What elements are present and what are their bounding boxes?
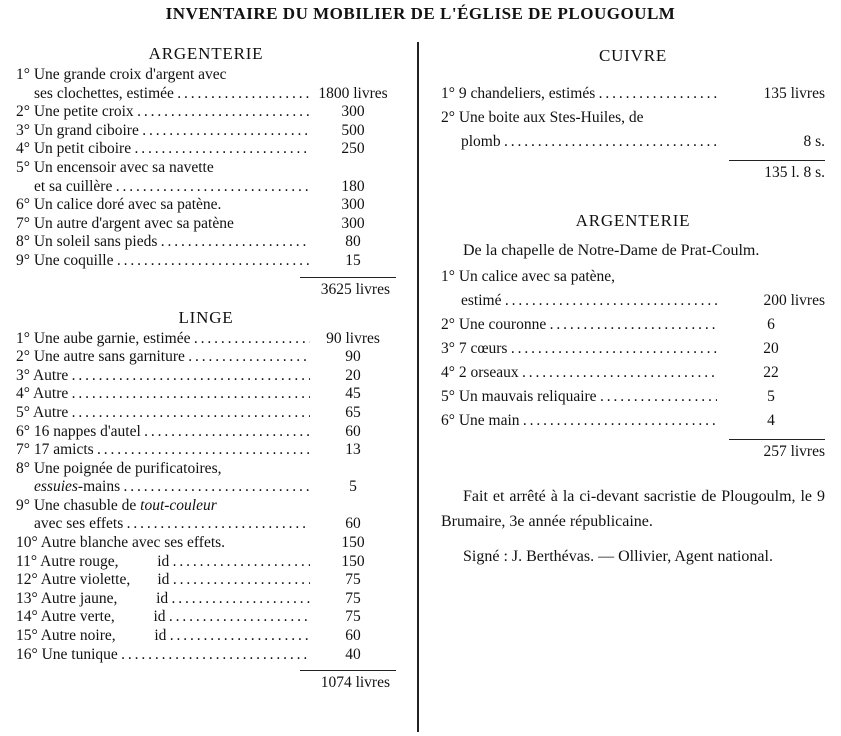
list-item: 8° Un soleil sans pieds . . . 80: [16, 233, 396, 252]
right-column: [441, 44, 825, 569]
cuivre-list: [441, 82, 825, 154]
list-item: et sa cuillère . . . 180: [16, 178, 396, 197]
list-item: 11° Autre rouge, id . . . 150: [16, 553, 396, 572]
list-item: 12° Autre violette, id . . . 75: [16, 571, 396, 590]
list-item: 8° Une poignée de purificatoires,: [16, 459, 222, 477]
argenterie-list: [16, 66, 396, 271]
list-item: 5° Autre . . . 65: [16, 404, 396, 423]
list-item: essuies-mains . . . 5: [16, 478, 396, 497]
list-item: 2° Une petite croix . . . 300: [16, 103, 396, 122]
column-divider: [417, 42, 419, 732]
list-item: 1° 9 chandeliers, estimés . . . 135 livres: [441, 82, 825, 106]
list-item: ses clochettes, estimée . . . 1800 livres: [16, 85, 396, 104]
section-total: 257 livres: [763, 443, 825, 460]
section-heading-cuivre: CUIVRE: [598, 46, 668, 65]
list-item: 1° Un calice avec sa patène,: [441, 268, 616, 285]
list-item: 5° Un mauvais reliquaire . . . 5: [441, 385, 825, 409]
total-rule: [300, 277, 396, 278]
section-heading-argenterie: ARGENTERIE: [148, 44, 264, 63]
section-heading-argenterie-chapelle: ARGENTERIE: [575, 211, 691, 230]
page-title: INVENTAIRE DU MOBILIER DE L'ÉGLISE DE PLOUGOULM: [165, 4, 676, 23]
list-item: 3° Autre . . . 20: [16, 367, 396, 386]
list-item: 5° Un encensoir avec sa navette: [16, 158, 214, 176]
list-item: 6° 16 nappes d'autel . . . 60: [16, 423, 396, 442]
list-item: 2° Une autre sans garniture . . . 90: [16, 348, 396, 367]
section-total: 3625 livres: [320, 280, 390, 298]
list-item: 9° Une chasuble de tout-couleur: [16, 496, 217, 514]
list-item: 4° 2 orseaux . . . 22: [441, 361, 825, 385]
section-total: 135 l. 8 s.: [764, 164, 825, 181]
closing-paragraph: Fait et arrêté à la ci-devant sacristie de Plougoulm, le 9 Brumaire, 3e année républicaine.: [441, 488, 825, 530]
list-item: 7° 17 amicts . . . 13: [16, 441, 396, 460]
list-item: 3° Un grand ciboire . . . 500: [16, 122, 396, 141]
list-item: estimé . . . 200 livres: [441, 289, 825, 313]
list-item: 16° Une tunique . . . 40: [16, 646, 396, 665]
list-item: 14° Autre verte, id . . . 75: [16, 608, 396, 627]
section-heading-linge: LINGE: [178, 307, 234, 327]
left-column: [16, 42, 396, 693]
list-item: 4° Autre . . . 45: [16, 385, 396, 404]
total-rule: [729, 160, 825, 161]
list-item: 3° 7 cœurs . . . 20: [441, 337, 825, 361]
linge-list: [16, 330, 396, 665]
list-item: 7° Un autre d'argent avec sa patène 300: [16, 214, 365, 232]
total-rule: [729, 439, 825, 440]
list-item: 1° Une aube garnie, estimée . . . 90 livres: [16, 330, 396, 349]
list-item: 9° Une coquille . . . 15: [16, 252, 396, 271]
list-item: 4° Un petit ciboire . . . 250: [16, 140, 396, 159]
total-rule: [300, 670, 396, 671]
list-item: 6° Un calice doré avec sa patène. 300: [16, 196, 365, 214]
list-item: 6° Une main . . . 4: [441, 409, 825, 433]
list-item: 1° Une grande croix d'argent avec: [16, 66, 227, 83]
chapelle-list: [441, 265, 825, 433]
list-item: 15° Autre noire, id . . . 60: [16, 627, 396, 646]
list-item: 2° Une couronne . . . 6: [441, 313, 825, 337]
section-total: 1074 livres: [320, 674, 390, 692]
list-item: plomb . . . 8 s.: [441, 130, 825, 154]
list-item: avec ses effets . . . 60: [16, 515, 396, 534]
list-item: 13° Autre jaune, id . . . 75: [16, 590, 396, 609]
chapel-intro: De la chapelle de Notre-Dame de Prat-Coulm.: [463, 242, 760, 259]
signature-paragraph: Signé : J. Berthévas. — Ollivier, Agent national.: [463, 548, 773, 565]
list-item: 2° Une boite aux Stes-Huiles, de: [441, 109, 644, 126]
list-item: 10° Autre blanche avec ses effets. 150: [16, 534, 365, 552]
